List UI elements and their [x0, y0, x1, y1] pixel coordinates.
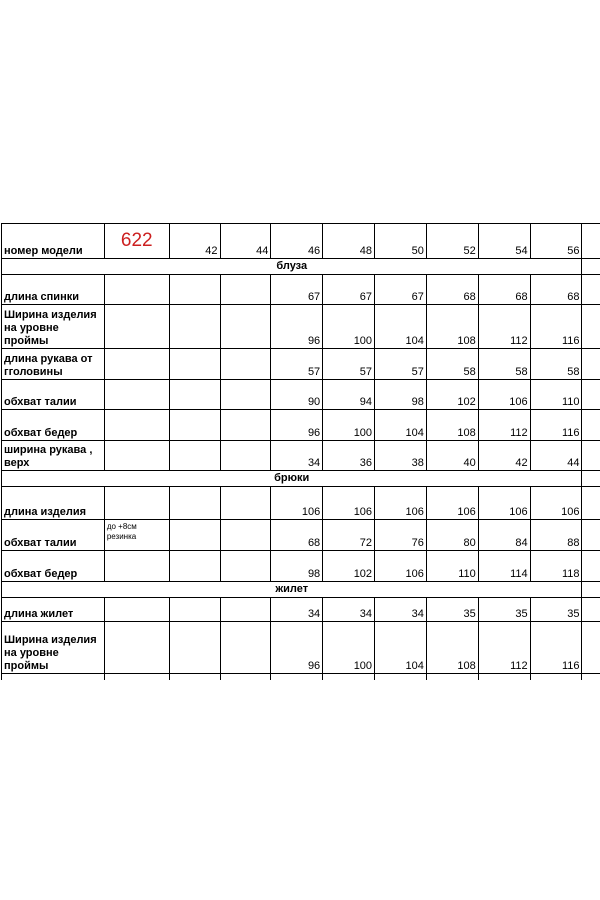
measurement-note [104, 441, 169, 471]
measurement-row [2, 275, 600, 305]
empty-cell [582, 674, 600, 681]
size-header: 50 [375, 224, 427, 259]
measurement-value: 67 [375, 275, 427, 305]
measurement-row [2, 598, 600, 622]
measurement-value [220, 520, 271, 551]
section-title: блуза [2, 259, 582, 275]
measurement-value: 112 [478, 410, 530, 441]
measurement-value [220, 380, 271, 410]
measurement-value: 44 [530, 441, 582, 471]
measurement-value: 100 [323, 622, 375, 674]
measurement-label: Ширина изделия на уровне проймы [2, 622, 105, 674]
measurement-value: 40 [426, 441, 478, 471]
measurement-value: 34 [375, 598, 427, 622]
measurement-row [2, 622, 600, 674]
measurement-value: 116 [530, 622, 582, 674]
measurement-value: 106 [426, 487, 478, 520]
edge-cell [582, 349, 600, 380]
measurement-value: 96 [271, 410, 323, 441]
size-header: 56 [530, 224, 582, 259]
size-header: 52 [426, 224, 478, 259]
measurement-row [2, 520, 600, 551]
measurement-value: 110 [530, 380, 582, 410]
measurement-row [2, 441, 600, 471]
edge-cell [582, 275, 600, 305]
measurement-value: 116 [530, 305, 582, 349]
measurement-value: 34 [271, 598, 323, 622]
measurement-value [169, 598, 220, 622]
header-row [2, 224, 600, 259]
measurement-value: 108 [426, 410, 478, 441]
size-chart-table [1, 223, 600, 680]
measurement-value [220, 598, 271, 622]
measurement-label: длина изделия [2, 487, 105, 520]
measurement-value: 58 [478, 349, 530, 380]
measurement-value: 106 [271, 487, 323, 520]
measurement-label: обхват бедер [2, 410, 105, 441]
measurement-value: 100 [323, 410, 375, 441]
edge-cell [582, 380, 600, 410]
measurement-value: 57 [323, 349, 375, 380]
measurement-value: 90 [271, 380, 323, 410]
empty-cell [271, 674, 323, 681]
measurement-row [2, 349, 600, 380]
measurement-value: 35 [478, 598, 530, 622]
measurement-label: ширина рукава , верх [2, 441, 105, 471]
size-chart-body [2, 224, 600, 681]
measurement-value: 110 [426, 551, 478, 582]
measurement-value: 100 [323, 305, 375, 349]
edge-cell [582, 224, 600, 259]
measurement-value: 36 [323, 441, 375, 471]
measurement-value [220, 305, 271, 349]
measurement-value: 34 [323, 598, 375, 622]
measurement-note [104, 349, 169, 380]
measurement-note [104, 551, 169, 582]
measurement-label: Ширина изделия на уровне проймы [2, 305, 105, 349]
model-number-label: номер модели [2, 224, 105, 259]
measurement-value [220, 275, 271, 305]
section-title: жилет [2, 582, 582, 598]
measurement-value: 68 [478, 275, 530, 305]
measurement-value [220, 349, 271, 380]
measurement-value [169, 441, 220, 471]
measurement-note [104, 380, 169, 410]
edge-cell [582, 520, 600, 551]
measurement-value: 106 [375, 487, 427, 520]
empty-cell [323, 674, 375, 681]
empty-cell [2, 674, 105, 681]
measurement-value: 42 [478, 441, 530, 471]
section-row [2, 259, 600, 275]
measurement-value: 118 [530, 551, 582, 582]
measurement-note: до +8см резинка [104, 520, 169, 551]
measurement-label: длина рукава от гголовины [2, 349, 105, 380]
empty-cell [426, 674, 478, 681]
edge-cell [582, 259, 600, 275]
measurement-value: 106 [478, 380, 530, 410]
measurement-value: 35 [426, 598, 478, 622]
measurement-value: 106 [375, 551, 427, 582]
measurement-value: 108 [426, 622, 478, 674]
measurement-value: 98 [375, 380, 427, 410]
measurement-row [2, 410, 600, 441]
empty-cell [530, 674, 582, 681]
measurement-value [169, 305, 220, 349]
size-header: 42 [169, 224, 220, 259]
size-header: 54 [478, 224, 530, 259]
size-header: 44 [220, 224, 271, 259]
measurement-label: длина спинки [2, 275, 105, 305]
edge-cell [582, 471, 600, 487]
measurement-label: длина жилет [2, 598, 105, 622]
measurement-value: 94 [323, 380, 375, 410]
size-header: 48 [323, 224, 375, 259]
measurement-value: 112 [478, 622, 530, 674]
trailing-row [2, 674, 600, 681]
measurement-row [2, 551, 600, 582]
edge-cell [582, 305, 600, 349]
measurement-value: 35 [530, 598, 582, 622]
measurement-value: 68 [530, 275, 582, 305]
empty-cell [104, 674, 169, 681]
measurement-value: 68 [271, 520, 323, 551]
empty-cell [169, 674, 220, 681]
measurement-note [104, 598, 169, 622]
section-row [2, 582, 600, 598]
measurement-row [2, 380, 600, 410]
measurement-value: 102 [323, 551, 375, 582]
measurement-value: 58 [426, 349, 478, 380]
measurement-value: 57 [271, 349, 323, 380]
measurement-value [169, 520, 220, 551]
empty-cell [220, 674, 271, 681]
measurement-value [220, 622, 271, 674]
edge-cell [582, 441, 600, 471]
measurement-value [220, 441, 271, 471]
measurement-value: 116 [530, 410, 582, 441]
measurement-value [169, 487, 220, 520]
measurement-label: обхват талии [2, 380, 105, 410]
measurement-value: 76 [375, 520, 427, 551]
measurement-value: 104 [375, 622, 427, 674]
empty-cell [478, 674, 530, 681]
measurement-note [104, 487, 169, 520]
measurement-value: 106 [323, 487, 375, 520]
measurement-value: 67 [271, 275, 323, 305]
measurement-value: 106 [478, 487, 530, 520]
empty-cell [375, 674, 427, 681]
measurement-note [104, 622, 169, 674]
model-number: 622 [104, 224, 169, 259]
measurement-value: 106 [530, 487, 582, 520]
measurement-value [169, 622, 220, 674]
measurement-note [104, 410, 169, 441]
measurement-value: 102 [426, 380, 478, 410]
section-row [2, 471, 600, 487]
measurement-value: 34 [271, 441, 323, 471]
measurement-value: 104 [375, 410, 427, 441]
edge-cell [582, 487, 600, 520]
measurement-value: 96 [271, 305, 323, 349]
measurement-value: 114 [478, 551, 530, 582]
measurement-value: 67 [323, 275, 375, 305]
measurement-value: 72 [323, 520, 375, 551]
edge-cell [582, 551, 600, 582]
measurement-value [220, 487, 271, 520]
measurement-value: 104 [375, 305, 427, 349]
edge-cell [582, 582, 600, 598]
measurement-value: 84 [478, 520, 530, 551]
measurement-value [169, 349, 220, 380]
measurement-label: обхват талии [2, 520, 105, 551]
measurement-row [2, 305, 600, 349]
section-title: брюки [2, 471, 582, 487]
size-header: 46 [271, 224, 323, 259]
measurement-value: 96 [271, 622, 323, 674]
measurement-value [169, 410, 220, 441]
edge-cell [582, 410, 600, 441]
edge-cell [582, 598, 600, 622]
measurement-value [220, 551, 271, 582]
measurement-row [2, 487, 600, 520]
measurement-value: 38 [375, 441, 427, 471]
measurement-value [169, 551, 220, 582]
measurement-note [104, 275, 169, 305]
measurement-value: 80 [426, 520, 478, 551]
measurement-value: 88 [530, 520, 582, 551]
measurement-value: 68 [426, 275, 478, 305]
measurement-label: обхват бедер [2, 551, 105, 582]
measurement-value [169, 380, 220, 410]
measurement-value: 108 [426, 305, 478, 349]
measurement-note [104, 305, 169, 349]
measurement-value: 58 [530, 349, 582, 380]
measurement-value: 112 [478, 305, 530, 349]
measurement-value: 57 [375, 349, 427, 380]
measurement-value: 98 [271, 551, 323, 582]
measurement-value [169, 275, 220, 305]
edge-cell [582, 622, 600, 674]
measurement-value [220, 410, 271, 441]
